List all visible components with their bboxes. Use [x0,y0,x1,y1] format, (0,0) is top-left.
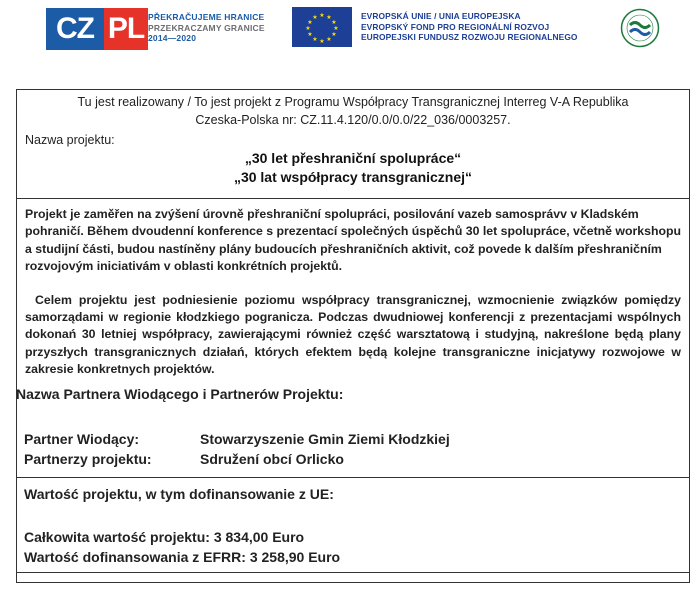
eu-line-1: EVROPSKÁ UNIE / UNIA EUROPEJSKA [361,11,521,21]
svg-text:★: ★ [331,31,337,38]
eu-funding-value: Wartość dofinansowania z EFRR: 3 258,90 Euro [24,549,341,565]
slogan-pl: PRZEKRACZAMY GRANICE [148,22,265,33]
description-pl: Celem projektu jest podniesienie poziomu współpracy transgranicznej, wzmocnienie związków pomiędzy samorządami w regionie kłodzkiego pogranicza. Podczas dwudniowej konferencji z prezentacjami wspólnych dokonań 30 letniej współpracy, zawierającymi również część warsztatową i studyjną, nakreślone będą plany przyszłych transgranicznych działań, których efektem będą kolejne transgraniczne inicjatywy rozwojowe w zakresie konkretnych projektów. [25,292,681,377]
svg-text:★: ★ [307,19,313,26]
cz-logo-part: CZ [46,8,104,50]
other-partners-row [24,451,344,467]
project-title-cz: „30 let přeshraniční spolupráce“ [244,150,462,166]
program-slogan [148,12,265,44]
svg-text:★: ★ [319,12,325,19]
czpl-program-logo [46,8,148,50]
eu-fund-text [361,11,578,43]
other-partners-label: Partnerzy projektu: [24,451,152,467]
partners-heading: Nazwa Partnera Wiodącego i Partnerów Projektu: [16,386,344,402]
total-value: Całkowita wartość projektu: 3 834,00 Euro [24,529,305,545]
svg-text:★: ★ [333,25,339,32]
svg-text:★: ★ [312,36,318,43]
svg-text:★: ★ [305,25,311,32]
description-cz: Projekt je zaměřen na zvýšení úrovně přeshraniční spolupráci, posilování vazeb samosprávv v Kladském pohraničí. Během dvoudenní konference s prezentací společných úspěchů 30 let spolupráce, včetně workshopu a studijní části, budou nastíněny plány budoucích přeshraničních aktivit, což povede k dalším přeshraničním rozvojovým iniciativám v oblasti konkrétních projektů. [25,207,682,274]
intro-line-2: Czeska-Polska nr: CZ.11.4.120/0.0/0.0/22_036/0003257. [195,113,511,127]
value-heading: Wartość projektu, w tym dofinansowanie z UE: [24,486,334,502]
box-overlay [16,89,690,583]
eu-flag-icon [292,7,352,47]
slogan-cz: PŘEKRAČUJEME HRANICE [148,12,265,22]
svg-text:★: ★ [326,36,332,43]
eu-line-2: EVROPSKÝ FOND PRO REGIONÁLNÍ ROZVOJ [361,21,550,32]
svg-text:★: ★ [312,14,318,21]
euroregion-glacensis-logo-icon [620,8,660,48]
svg-text:★: ★ [319,38,325,45]
program-period: 2014—2020 [148,33,197,43]
project-title-pl: „30 lat współpracy transgranicznej“ [233,169,473,185]
lead-partner-label: Partner Wiodący: [24,431,140,447]
other-partners-value: Sdružení obcí Orlicko [200,451,344,467]
intro-line-1: Tu jest realizowany / To jest projekt z Programu Współpracy Transgranicznej Interreg V-A Republika [77,95,629,109]
lead-partner-value: Stowarzyszenie Gmin Ziemi Kłodzkiej [200,431,450,447]
svg-text:★: ★ [326,14,332,21]
lead-partner-row [24,431,450,447]
project-name-label: Nazwa projektu: [25,133,115,147]
header-logos [0,0,700,70]
pl-logo-part: PL [104,8,148,50]
svg-text:★: ★ [307,31,313,38]
svg-text:★: ★ [331,19,337,26]
eu-line-3: EUROPEJSKI FUNDUSZ ROZWOJU REGIONALNEGO [361,32,578,43]
